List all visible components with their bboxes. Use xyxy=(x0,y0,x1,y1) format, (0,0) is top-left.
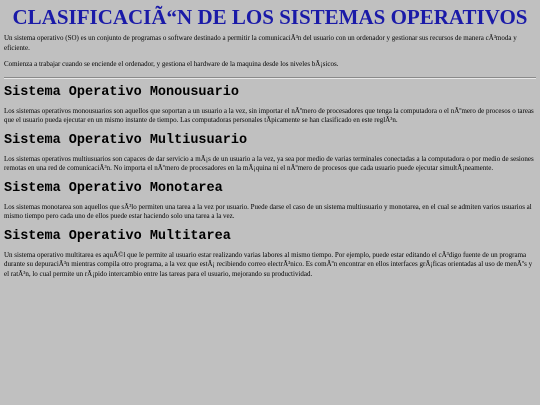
section-heading-monotarea: Sistema Operativo Monotarea xyxy=(4,180,223,196)
section-text-monousuario: Los sistemas operativos monousuarios son aquellos que soportan a un usuario a la vez, sin importar el nÃºmero de procesadores que tenga la computadora o el nÃºmero de procesos o tareas que el usuario pueda ejecutar en un mismo instante de tiempo. Las computadoras personales tÃpicamente se han clasificado en este reglÃ³n. xyxy=(4,106,534,124)
section-text-multiusuario: Los sistemas operativos multiusuarios son capaces de dar servicio a mÃ¡s de un usuario a la vez, ya sea por medio de varias terminales conectadas a la computadora o por medio de sesiones remotas en una red de comunicaciÃ³n. No importa el nÃºmero de procesadores en la mÃ¡quina ni el nÃºmero de procesos que cada usuario puede ejecutar simultÃ¡neamente. xyxy=(4,154,534,172)
divider xyxy=(4,77,536,79)
section-heading-multiusuario: Sistema Operativo Multiusuario xyxy=(4,132,248,148)
section-heading-monousuario: Sistema Operativo Monousuario xyxy=(4,84,239,100)
section-heading-multitarea: Sistema Operativo Multitarea xyxy=(4,228,231,244)
section-text-multitarea: Un sistema operativo multitarea es aquÃ©l que le permite al usuario estar realizando varias labores al mismo tiempo. Por ejemplo, puede estar editando el cÃ³digo fuente de un programa durante su depuraciÃ³n mientras compila otro programa, a la vez que estÃ¡ recibiendo correo electrÃ³nico. Es comÃºn encontrar en ellos interfaces grÃ¡ficas orientadas al uso de menÃºs y el ratÃ³n, lo cual permite un rÃ¡pido intercambio entre las tareas para el usuario, mejorando su productividad. xyxy=(4,250,533,278)
page-title: CLASIFICACIÃ“N DE LOS SISTEMAS OPERATIVOS xyxy=(12,5,528,29)
intro-paragraph-2: Comienza a trabajar cuando se enciende el ordenador, y gestiona el hardware de la maquina desde los niveles bÃ¡sicos. xyxy=(4,60,339,68)
intro-paragraph-1: Un sistema operativo (SO) es un conjunto de programas o software destinado a permitir la comunicaciÃ³n del usuario con un ordenador y gestionar sus recursos de manera cÃ³moda y eficiente. xyxy=(4,34,517,52)
section-text-monotarea: Los sistemas monotarea son aquellos que sÃ³lo permiten una tarea a la vez por usuario. Puede darse el caso de un sistema multiusuario y monotarea, en el cual se admiten varios usuarios al mismo tiempo pero cada uno de ellos puede estar haciendo solo una tarea a la vez. xyxy=(4,202,532,220)
